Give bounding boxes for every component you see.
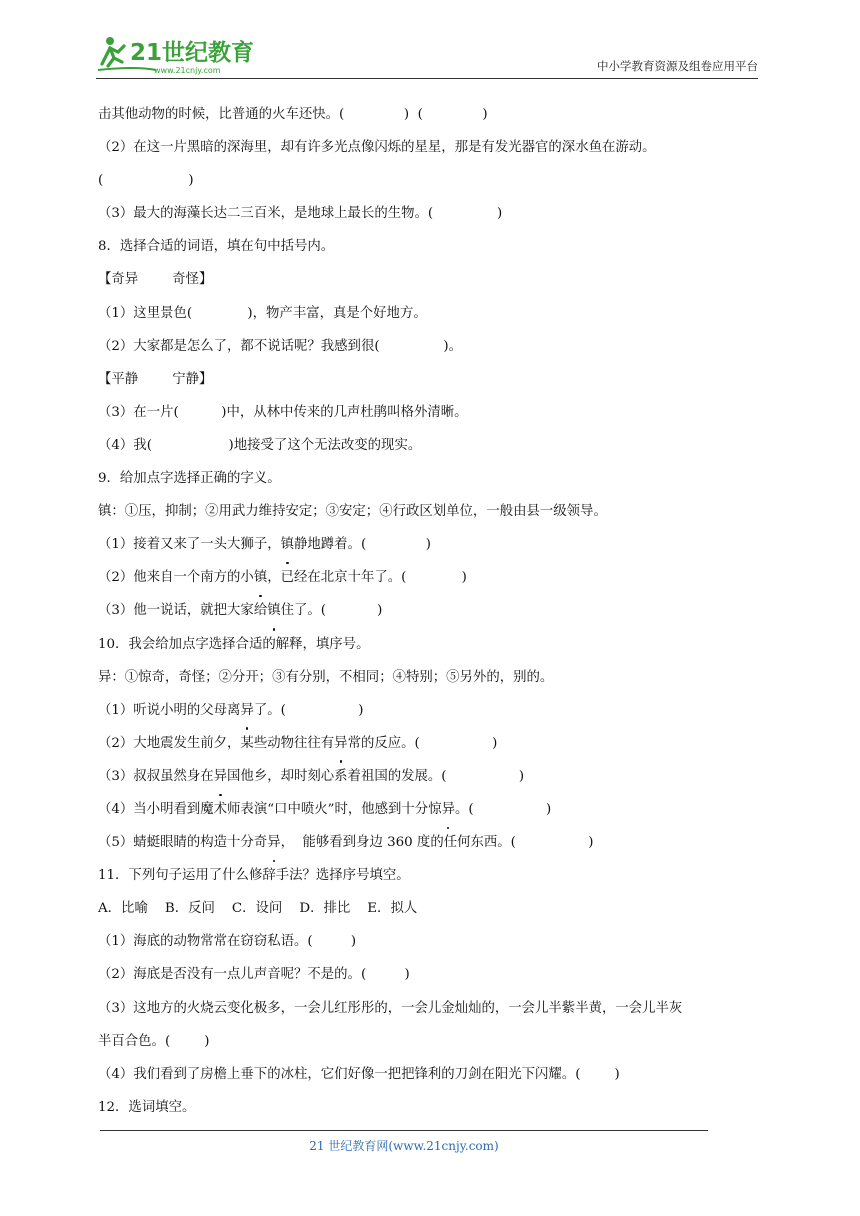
text-line: （3）在一片( )中，从林中传来的几声杜鹃叫格外清晰。 — [98, 404, 468, 420]
text-line: 半百合色。( ) — [98, 1033, 210, 1049]
text-line — [98, 528, 762, 561]
text-line: A．比喻 B．反问 C．设问 D．排比 E．拟人 — [98, 901, 418, 917]
line-text: （2）他来自一个南方的小 — [98, 570, 254, 586]
text-line: ( ) — [98, 173, 194, 189]
text-line: （1）海底的动物常常在窃窃私语。( ) — [98, 934, 357, 950]
text-line: 【奇异 奇怪】 — [98, 272, 213, 288]
dotted-character: 异 — [267, 826, 280, 859]
text-line: （1）这里景色( )，物产丰富，真是个好地方。 — [98, 305, 427, 321]
text-line — [98, 760, 762, 793]
page-header — [96, 30, 758, 78]
site-logo — [96, 34, 266, 76]
line-text: （5）蜻蜓眼睛的构造十分奇 — [98, 835, 268, 851]
text-line — [98, 694, 762, 727]
dotted-character: 异 — [442, 793, 455, 826]
logo-url: www.21cnjy.com — [154, 66, 221, 75]
text-line: 异：①惊奇，奇怪；②分开；③有分别，不相同；④特别；⑤另外的，别的。 — [98, 669, 554, 685]
text-line: （3）这地方的火烧云变化极多，一会儿红彤彤的，一会儿金灿灿的，一会儿半紫半黄，一会儿半灰 — [98, 1000, 683, 1016]
line-text: 静地蹲着。( ) — [294, 537, 431, 553]
text-line: 12．选词填空。 — [98, 1099, 196, 1115]
dotted-character: 镇 — [281, 528, 294, 561]
header-divider — [96, 78, 758, 79]
text-line: （4）我( )地接受了这个无法改变的现实。 — [98, 437, 422, 453]
page-footer: 21 世纪教育网(www.21cnjy.com) — [309, 1139, 499, 1153]
line-text: ，已经在北京十年了。( ) — [267, 570, 467, 586]
dotted-character: 异 — [334, 727, 347, 760]
line-text: （1）接着又来了一头大狮子， — [98, 537, 281, 553]
text-line: （2）大家都是怎么了，都不说话呢？我感到很( )。 — [98, 338, 463, 354]
line-text: （1）听说小明的父母离 — [98, 702, 241, 718]
text-line — [98, 594, 762, 627]
dotted-character: 镇 — [267, 594, 280, 627]
text-line: （2）海底是否没有一点儿声音呢？不是的。( ) — [98, 967, 410, 983]
text-line — [98, 561, 762, 594]
dotted-character: 镇 — [254, 561, 267, 594]
line-text: （2）大地震发生前夕，某些动物往往有 — [98, 735, 335, 751]
text-line: 9．给加点字选择正确的字义。 — [98, 471, 281, 487]
text-line: 【平静 宁静】 — [98, 371, 213, 387]
line-text: ， 能够看到身边 360 度的任何东西。( ) — [280, 835, 594, 851]
text-line: 8．选择合适的词语，填在句中括号内。 — [98, 239, 335, 255]
text-line: 11．下列句子运用了什么修辞手法？选择序号填空。 — [98, 868, 410, 884]
text-line: （2）在这一片黑暗的深海里，却有许多光点像闪烁的星星，那是有发光器官的深水鱼在游动。 — [98, 140, 656, 156]
text-line: 镇：①压，抑制；②用武力维持安定；③安定；④行政区划单位，一般由县一级领导。 — [98, 504, 607, 520]
text-line: 10．我会给加点字选择合适的解释，填序号。 — [98, 636, 370, 652]
line-text: （3）他一说话，就把大家给 — [98, 603, 268, 619]
dotted-character: 异 — [240, 694, 253, 727]
text-line: （4）我们看到了房檐上垂下的冰柱，它们好像一把把锋利的刀剑在阳光下闪耀。( ) — [98, 1066, 620, 1082]
line-text: 国他乡，却时刻心系着祖国的发展。( ) — [227, 768, 525, 784]
line-text: 了。( ) — [253, 702, 364, 718]
text-line: 击其他动物的时候，比普通的火车还快。( ) ( ) — [98, 107, 488, 122]
text-line: （3）最大的海藻长达二三百米，是地球上最长的生物。( ) — [98, 206, 503, 222]
line-text: 住了。( ) — [280, 603, 383, 619]
logo-text: 21世纪教育 — [130, 40, 255, 66]
line-text: （3）叔叔虽然身在 — [98, 768, 214, 784]
text-line — [98, 727, 762, 760]
footer-divider — [100, 1130, 708, 1131]
worksheet-body — [98, 98, 762, 1124]
text-line — [98, 826, 762, 859]
line-text: 。( ) — [454, 801, 552, 817]
site-name: 中小学教育资源及组卷应用平台 — [597, 59, 758, 73]
line-text: 常的反应。( ) — [347, 735, 498, 751]
line-text: （4）当小明看到魔术师表演“口中喷火”时，他感到十分惊 — [98, 801, 442, 817]
text-line — [98, 793, 762, 826]
dotted-character: 异 — [214, 760, 227, 793]
